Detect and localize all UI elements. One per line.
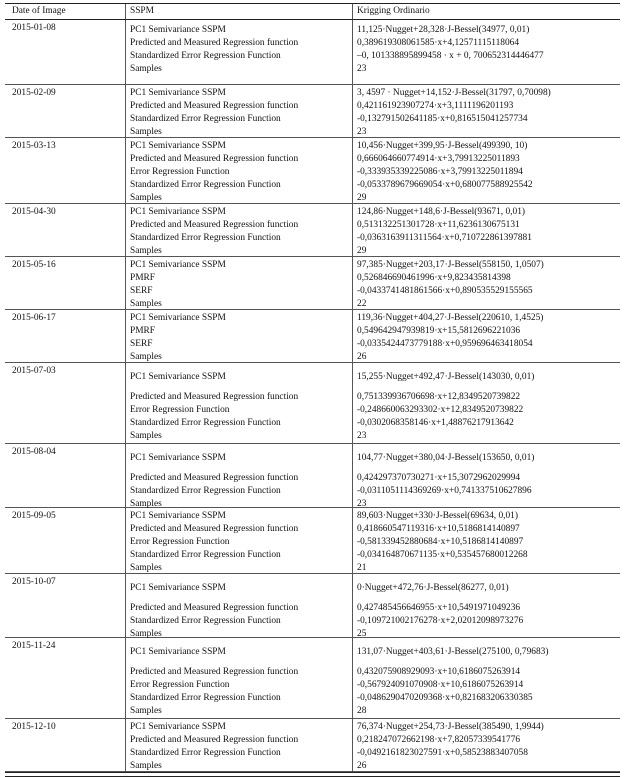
sspm-label: Samples bbox=[130, 431, 162, 441]
image-date: 2015-01-08 bbox=[12, 23, 56, 33]
sspm-label: SERF bbox=[130, 286, 153, 296]
kriging-value: -0,248660063293302·x+12,8349520739822 bbox=[357, 405, 524, 415]
kriging-value: -0,0433741481861566·x+0,890535529155565 bbox=[357, 286, 533, 296]
sspm-label: Samples bbox=[130, 127, 162, 137]
kriging-value: -0,0533789679669054·x+0,680077588925542 bbox=[357, 180, 533, 190]
sspm-label: PMRF bbox=[130, 326, 156, 336]
kriging-value: 0,418660547119316·x+10,5186814140897 bbox=[357, 524, 520, 534]
kriging-value: -0,132791502641185·x+0,816515041257734 bbox=[357, 114, 528, 124]
table-group bbox=[5, 363, 620, 444]
sspm-label: Predicted and Measured Regression function bbox=[130, 603, 299, 613]
table-group bbox=[5, 138, 620, 204]
sspm-label: Standardized Error Regression Function bbox=[130, 693, 281, 703]
image-date: 2015-12-10 bbox=[12, 722, 56, 732]
kriging-value: 0,421161923907274·x+3,1111196201193 bbox=[357, 101, 514, 111]
header-sspm: SSPM bbox=[130, 6, 154, 16]
sspm-label: PC1 Semivariance SSPM bbox=[130, 88, 226, 98]
kriging-value: -0,581339452880684·x+10,5186814140897 bbox=[357, 537, 524, 547]
sspm-label: Samples bbox=[130, 563, 162, 573]
sspm-label: Error Regression Function bbox=[130, 537, 230, 547]
image-date: 2015-03-13 bbox=[12, 141, 56, 151]
kriging-value: 3, 4597 · Nugget+14,152·J-Bessel(31797, 0,70098) bbox=[357, 88, 551, 98]
table-group bbox=[5, 638, 620, 719]
image-date: 2015-08-04 bbox=[12, 447, 56, 457]
sspm-label: Standardized Error Regression Function bbox=[130, 486, 281, 496]
sspm-label: Standardized Error Regression Function bbox=[130, 233, 281, 243]
kriging-value: -0,0311051114369269·x+0,741337510627896 bbox=[357, 486, 532, 496]
kriging-value: -0,0492161823027591·x+0,58523883407058 bbox=[357, 748, 528, 758]
sspm-label: Predicted and Measured Regression function bbox=[130, 667, 299, 677]
table-group bbox=[5, 574, 620, 638]
kriging-value: -0,567924091070908·x+10,6186075263914 bbox=[357, 680, 524, 690]
kriging-results-table bbox=[5, 3, 620, 777]
sspm-label: Predicted and Measured Regression function bbox=[130, 220, 299, 230]
image-date: 2015-11-24 bbox=[12, 641, 56, 651]
table-group bbox=[5, 508, 620, 574]
kriging-value: 0,389619308061585·x+4,12571115118064 bbox=[357, 38, 520, 48]
sspm-label: Samples bbox=[130, 299, 162, 309]
kriging-value: 29 bbox=[357, 193, 367, 203]
sspm-label: Standardized Error Regression Function bbox=[130, 180, 281, 190]
kriging-value: 21 bbox=[357, 563, 367, 573]
sspm-label: PC1 Semivariance SSPM bbox=[130, 372, 226, 382]
kriging-value: 23 bbox=[357, 127, 367, 137]
sspm-label: Samples bbox=[130, 629, 162, 639]
image-date: 2015-04-30 bbox=[12, 207, 56, 217]
kriging-value: 15,255·Nugget+492,47·J-Bessel(143030, 0,01) bbox=[357, 372, 535, 382]
sspm-label: Samples bbox=[130, 193, 162, 203]
sspm-label: Standardized Error Regression Function bbox=[130, 550, 281, 560]
kriging-value: 124,86·Nugget+148,6·J-Bessel(93671, 0,01) bbox=[357, 207, 526, 217]
kriging-value: 0,751339936706698·x+12,8349520739822 bbox=[357, 392, 521, 402]
sspm-label: Predicted and Measured Regression function bbox=[130, 101, 299, 111]
image-date: 2015-07-03 bbox=[12, 366, 56, 376]
sspm-label: PC1 Semivariance SSPM bbox=[130, 260, 226, 270]
kriging-value: 22 bbox=[357, 299, 367, 309]
kriging-value: 0,549642947939819·x+15,5812696221036 bbox=[357, 326, 521, 336]
sspm-label: Samples bbox=[130, 64, 162, 74]
kriging-value: 26 bbox=[357, 352, 367, 362]
sspm-label: Predicted and Measured Regression function bbox=[130, 473, 299, 483]
sspm-label: Error Regression Function bbox=[130, 167, 230, 177]
sspm-label: Predicted and Measured Regression function bbox=[130, 154, 299, 164]
sspm-label: Samples bbox=[130, 499, 162, 509]
sspm-label: PC1 Semivariance SSPM bbox=[130, 722, 226, 732]
kriging-value: 28 bbox=[357, 706, 367, 716]
kriging-value: 0,526846690461996·x+9,823435814398 bbox=[357, 273, 511, 283]
kriging-value: 97,385·Nugget+203,17·J-Bessel(558150, 1,0507) bbox=[357, 260, 544, 270]
image-date: 2015-05-16 bbox=[12, 260, 56, 270]
image-date: 2015-10-07 bbox=[12, 577, 56, 587]
sspm-label: Standardized Error Regression Function bbox=[130, 616, 281, 626]
sspm-label: PC1 Semivariance SSPM bbox=[130, 313, 226, 323]
kriging-value: 0,432075908929093·x+10,6186075263914 bbox=[357, 667, 521, 677]
kriging-value: 104,77·Nugget+380,04·J-Bessel(153650, 0,01) bbox=[357, 453, 535, 463]
sspm-label: PC1 Semivariance SSPM bbox=[130, 25, 226, 35]
kriging-value: 23 bbox=[357, 64, 367, 74]
kriging-value: -0,0335424473779188·x+0,959696463418054 bbox=[357, 339, 533, 349]
sspm-label: PC1 Semivariance SSPM bbox=[130, 647, 226, 657]
kriging-value: 89,603·Nugget+330·J-Bessel(69634, 0,01) bbox=[357, 511, 518, 521]
table-group bbox=[5, 85, 620, 138]
header-date: Date of Image bbox=[12, 6, 66, 16]
kriging-value: 0,427485456646955·x+10,5491971049236 bbox=[357, 603, 521, 613]
kriging-value: 0,513132251301728·x+11,6236130675131 bbox=[357, 220, 520, 230]
table-group bbox=[5, 310, 620, 363]
kriging-value: -0,0363163911311564·x+0,710722861397881 bbox=[357, 233, 532, 243]
sspm-label: PC1 Semivariance SSPM bbox=[130, 207, 226, 217]
sspm-label: Predicted and Measured Regression function bbox=[130, 38, 299, 48]
kriging-value: 26 bbox=[357, 761, 367, 771]
sspm-label: Samples bbox=[130, 246, 162, 256]
kriging-value: –0, 101338895899458 · x + 0, 700652314446477 bbox=[357, 51, 544, 61]
kriging-value: -0,0302068358146·x+1,48876217913642 bbox=[357, 418, 514, 428]
table-group bbox=[5, 444, 620, 508]
sspm-label: Predicted and Measured Regression function bbox=[130, 392, 299, 402]
kriging-value: 0,218247072662198·x+7,82057339541776 bbox=[357, 735, 521, 745]
table-header bbox=[5, 3, 620, 20]
table-group bbox=[5, 719, 620, 772]
sspm-label: Predicted and Measured Regression function bbox=[130, 735, 299, 745]
sspm-label: Error Regression Function bbox=[130, 680, 230, 690]
table-group bbox=[5, 257, 620, 310]
sspm-label: Error Regression Function bbox=[130, 405, 230, 415]
kriging-value: 0·Nugget+472,76·J-Bessel(86277, 0,01) bbox=[357, 583, 509, 593]
kriging-value: 76,374·Nugget+254,73·J-Bessel(385490, 1,9944) bbox=[357, 722, 544, 732]
table-bottom-rule bbox=[5, 772, 620, 777]
kriging-value: 0,666064660774914·x+3,79913225011893 bbox=[357, 154, 520, 164]
kriging-value: 10,456·Nugget+399,95·J-Bessel(499390, 10) bbox=[357, 141, 528, 151]
sspm-label: PC1 Semivariance SSPM bbox=[130, 453, 226, 463]
sspm-label: PC1 Semivariance SSPM bbox=[130, 141, 226, 151]
kriging-value: 131,07·Nugget+403,61·J-Bessel(275100, 0,79683) bbox=[357, 647, 549, 657]
sspm-label: Standardized Error Regression Function bbox=[130, 418, 281, 428]
sspm-label: SERF bbox=[130, 339, 153, 349]
image-date: 2015-09-05 bbox=[12, 511, 56, 521]
kriging-value: -0,109721002176278·x+2,02012098973276 bbox=[357, 616, 524, 626]
table-body bbox=[5, 20, 620, 772]
kriging-value: -0,034164870671135·x+0,535457680012268 bbox=[357, 550, 528, 560]
kriging-value: 119,36·Nugget+404,27·J-Bessel(220610, 1,4525) bbox=[357, 313, 544, 323]
kriging-value: -0,333935339225086·x+3,79913225011894 bbox=[357, 167, 523, 177]
sspm-label: PC1 Semivariance SSPM bbox=[130, 511, 226, 521]
kriging-value: 29 bbox=[357, 246, 367, 256]
header-kriging: Krigging Ordinario bbox=[357, 6, 430, 16]
image-date: 2015-06-17 bbox=[12, 313, 56, 323]
sspm-label: Standardized Error Regression Function bbox=[130, 748, 281, 758]
sspm-label: Samples bbox=[130, 706, 162, 716]
kriging-value: 23 bbox=[357, 431, 367, 441]
sspm-label: Samples bbox=[130, 352, 162, 362]
kriging-value: 0,424297370730271·x+15,3072962029994 bbox=[357, 473, 521, 483]
table-group bbox=[5, 20, 620, 85]
sspm-label: Predicted and Measured Regression function bbox=[130, 524, 299, 534]
kriging-value: 11,125·Nugget+28,328·J-Bessel(34977, 0,01) bbox=[357, 25, 530, 35]
sspm-label: PC1 Semivariance SSPM bbox=[130, 583, 226, 593]
kriging-value: 25 bbox=[357, 629, 367, 639]
image-date: 2015-02-09 bbox=[12, 88, 56, 98]
sspm-label: PMRF bbox=[130, 273, 156, 283]
table-group bbox=[5, 204, 620, 257]
kriging-value: -0,0486290470209368·x+0,821683206330385 bbox=[357, 693, 533, 703]
sspm-label: Standardized Error Regression Function bbox=[130, 51, 281, 61]
sspm-label: Standardized Error Regression Function bbox=[130, 114, 281, 124]
sspm-label: Samples bbox=[130, 761, 162, 771]
kriging-value: 23 bbox=[357, 499, 367, 509]
